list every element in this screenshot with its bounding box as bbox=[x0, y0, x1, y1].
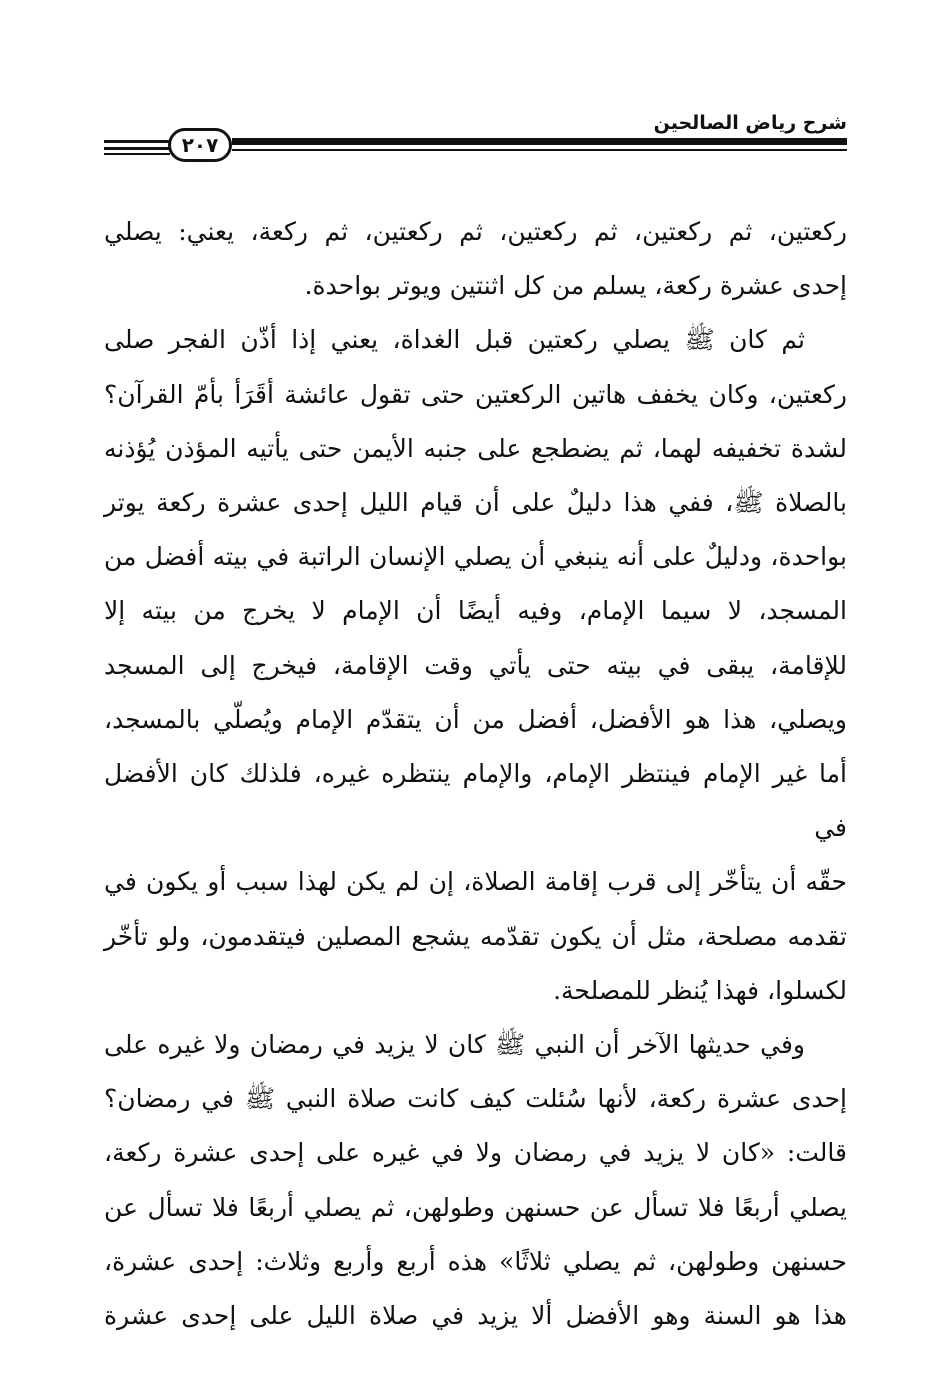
text-line: تقدمه مصلحة، مثل أن يكون تقدّمه يشجع المصلين فيتقدمون، ولو تأخّر bbox=[104, 921, 847, 951]
text-line: وفي حديثها الآخر أن النبي ﷺ كان لا يزيد في رمضان ولا غيره على bbox=[104, 1030, 805, 1060]
text-line: حسنهن وطولهن، ثم يصلي ثلاثًا» هذه أربع وأربع وثلاث: إحدى عشرة، bbox=[104, 1246, 847, 1276]
text-line: لشدة تخفيفه لهما، ثم يضطجع على جنبه الأيمن حتى يأتيه المؤذن يُؤذنه bbox=[104, 433, 847, 463]
page-number: ٢٠٧ bbox=[181, 133, 219, 157]
header-rule-thin bbox=[232, 149, 847, 151]
text-line: أما غير الإمام فينتظر الإمام، والإمام ينتظره غيره، فلذلك كان الأفضل في bbox=[104, 759, 847, 843]
text-line: بالصلاة ﷺ، ففي هذا دليلٌ على أن قيام الليل إحدى عشرة ركعة يوتر bbox=[104, 488, 847, 518]
text-line: المسجد، لا سيما الإمام، وفيه أيضًا أن الإمام لا يخرج من بيته إلا bbox=[104, 596, 847, 626]
text-line: ركعتين، ثم ركعتين، ثم ركعتين، ثم ركعتين، ثم ركعة، يعني: يصلي bbox=[104, 217, 847, 246]
page-number-badge bbox=[168, 128, 232, 162]
book-title: شرح رياض الصالحين bbox=[653, 112, 847, 134]
text-line: إحدى عشرة ركعة، لأنها سُئلت كيف كانت صلاة النبي ﷺ في رمضان؟ bbox=[104, 1084, 847, 1114]
text-line: للإقامة، يبقى في بيته حتى يأتي وقت الإقامة، فيخرج إلى المسجد bbox=[104, 650, 847, 680]
text-line: إحدى عشرة ركعة، يسلم من كل اثنتين ويوتر بواحدة. bbox=[304, 271, 847, 301]
text-line: ركعتين، وكان يخفف هاتين الركعتين حتى تقول عائشة أقَرَأ بأمّ القرآن؟ bbox=[104, 379, 847, 409]
text-line: يصلي أربعًا فلا تسأل عن حسنهن وطولهن، ثم يصلي أربعًا فلا تسأل عن bbox=[104, 1192, 847, 1222]
header-rule-left-bottom bbox=[104, 153, 170, 155]
header-rule-left-middle bbox=[104, 147, 170, 150]
text-line: حقّه أن يتأخّر إلى قرب إقامة الصلاة، إن لم يكن لهذا سبب أو يكون في bbox=[104, 867, 847, 897]
text-line: بواحدة، ودليلٌ على أنه ينبغي أن يصلي الإنسان الراتبة في بيته أفضل من bbox=[104, 542, 847, 572]
text-line: قالت: «كان لا يزيد في رمضان ولا في غيره على إحدى عشرة ركعة، bbox=[104, 1138, 847, 1168]
text-line: لكسلوا، فهذا يُنظر للمصلحة. bbox=[553, 975, 847, 1005]
header-rule-left-top bbox=[104, 140, 170, 143]
text-line: ويصلي، هذا هو الأفضل، أفضل من أن يتقدّم الإمام ويُصلّي بالمسجد، bbox=[104, 704, 847, 734]
page-body bbox=[104, 205, 847, 1343]
text-line: ثم كان ﷺ يصلي ركعتين قبل الغداة، يعني إذا أذّن الفجر صلى bbox=[104, 325, 805, 355]
text-line: هذا هو السنة وهو الأفضل ألا يزيد في صلاة الليل على إحدى عشرة bbox=[104, 1301, 847, 1331]
header-rule-thick bbox=[232, 138, 847, 145]
